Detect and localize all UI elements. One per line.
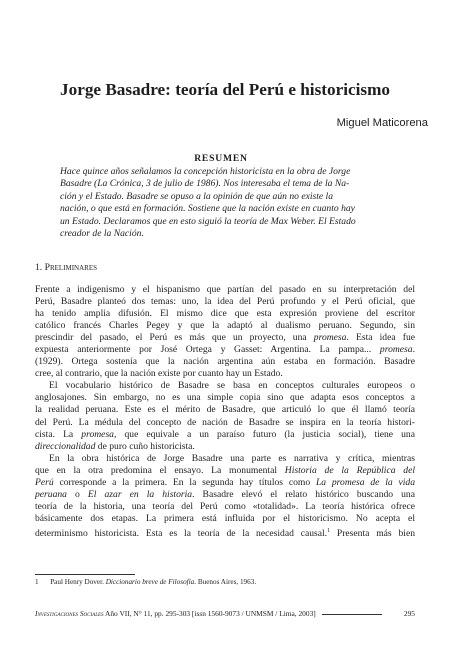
emphasis: promesa [379, 344, 413, 356]
abstract-body [60, 166, 382, 241]
section-title: Preliminares [44, 262, 98, 273]
emphasis: promesa [313, 332, 347, 344]
body-line: peruana o El azar en la historia. Basadre elevó el relato histórico buscando una [35, 488, 415, 500]
body-line: cista. La promesa, que equivale a un paraíso futuro (la justicia social), tiene una [35, 428, 415, 440]
body-line: que en la otra predomina el ensayo. La monumental Historia de la República del [35, 464, 415, 476]
footnote-rule [35, 574, 135, 575]
body-line: expuesta anteriormente por José Ortega y Gasset: Argentina. La pampa... promesa. [35, 344, 415, 356]
journal-name: Investigaciones Sociales [35, 609, 104, 618]
body-line: cree, al contrario, que la nación existe por cuanto hay un Estado. [35, 368, 283, 380]
article-author: Miguel Maticorena [336, 117, 428, 129]
abstract-line: Basadre (La Crónica, 3 de julio de 1986). Nos interesaba el tema de la Na- [60, 178, 350, 190]
section-number: 1. [35, 262, 43, 273]
emphasis: El azar en la historia [87, 488, 193, 500]
body-text [35, 284, 415, 540]
body-line: (1929). Ortega sostenía que la nación argentina aún estaba en formación. Basadre [35, 356, 415, 368]
abstract-line: nación, o que está en formación. Sostiene que la nación existe en cuanto hay [60, 203, 355, 215]
emphasis: promesa [81, 428, 114, 440]
emphasis: direccionalidad [35, 440, 96, 452]
emphasis: peruana [35, 488, 67, 500]
footnote-rest: . Buenos Aires, 1963. [194, 578, 257, 586]
footnote-work: Diccionario breve de Filosofía [105, 578, 195, 586]
body-line: anglosajones. Sin embargo, no es una simple copia sino que adapta esos conceptos a [35, 392, 415, 404]
footnote-author: Paul Henry Dover. [50, 578, 104, 586]
emphasis: Perú [35, 476, 54, 488]
body-line: ha tenido amplia difusión. El mismo dice que esta expresión proviene del escritor [35, 308, 415, 320]
abstract-heading: RESUMEN [194, 153, 248, 164]
abstract-line: ción y el Estado. Basadre se opuso a la opinión de que aún no existe la [60, 190, 334, 202]
abstract-line: Hace quince años señalamos la concepción historicista en la obra de Jorge [60, 166, 351, 177]
body-line: En la obra histórica de Jorge Basadre una parte es narrativa y crítica, mientras [49, 452, 415, 464]
footnote-number: 1 [35, 578, 39, 586]
journal-details: Año VII, N° 11, pp. 295-303 [issn 1560-9073 / UNMSM / Lima, 2003] [105, 609, 316, 618]
article-title: Jorge Basadre: teoría del Perú e historicismo [60, 80, 390, 99]
body-line: Perú corresponde a la primera. En la segunda hay títulos como La promesa de la vida [35, 476, 415, 488]
body-line: determinismo historicista. Esta es la teoría de la necesidad causal.$^1$ Presenta más bien [35, 527, 415, 540]
body-line: Frente a indigenismo y el hispanismo que partían del pasado en su interpretación del [35, 284, 415, 295]
body-line: teoría de la historia, una teoría del Perú como «totalidad». La teoría histórica ofrece [35, 500, 415, 512]
body-line: prescindir del pasado, el Perú es más que un proyecto, una promesa. Esta idea fue [35, 332, 415, 344]
body-line: direccionalidad de puro cuño historicista. [35, 440, 195, 452]
abstract-line: creador de la Nación. [60, 228, 144, 240]
footer-rule [322, 614, 382, 615]
page-number: 295 [403, 609, 415, 618]
section-heading [35, 262, 97, 274]
body-line: la realidad peruana. Este es el mérito de Basadre, que articuló lo que él llamó teoría [35, 404, 415, 416]
footnote-marker: 1 [327, 527, 331, 534]
body-line: El vocabulario histórico de Basadre se basa en conceptos culturales europeos o [49, 380, 415, 392]
emphasis: Historia de la República del [284, 464, 415, 476]
body-line: del Perú. La médula del concepto de nación de Basadre se inspira en la teoría histori- [35, 416, 415, 428]
body-line: básicamente dos etapas. La primera está influida por el historicismo. No acepta el [35, 512, 415, 524]
emphasis: La promesa de la vida [315, 476, 415, 488]
abstract-line: un Estado. Declaramos que en esto siguió la teoría de Max Weber. El Estado [60, 215, 356, 227]
running-footer [35, 609, 415, 619]
body-line: católico francés Charles Pegey y que la adaptó al dualismo peruano. Segundo, sin [35, 320, 415, 332]
footnote [35, 577, 256, 587]
body-line: Perú, Basadre planteó dos temas: uno, la idea del Perú profundo y el Perú oficial, que [35, 296, 415, 308]
